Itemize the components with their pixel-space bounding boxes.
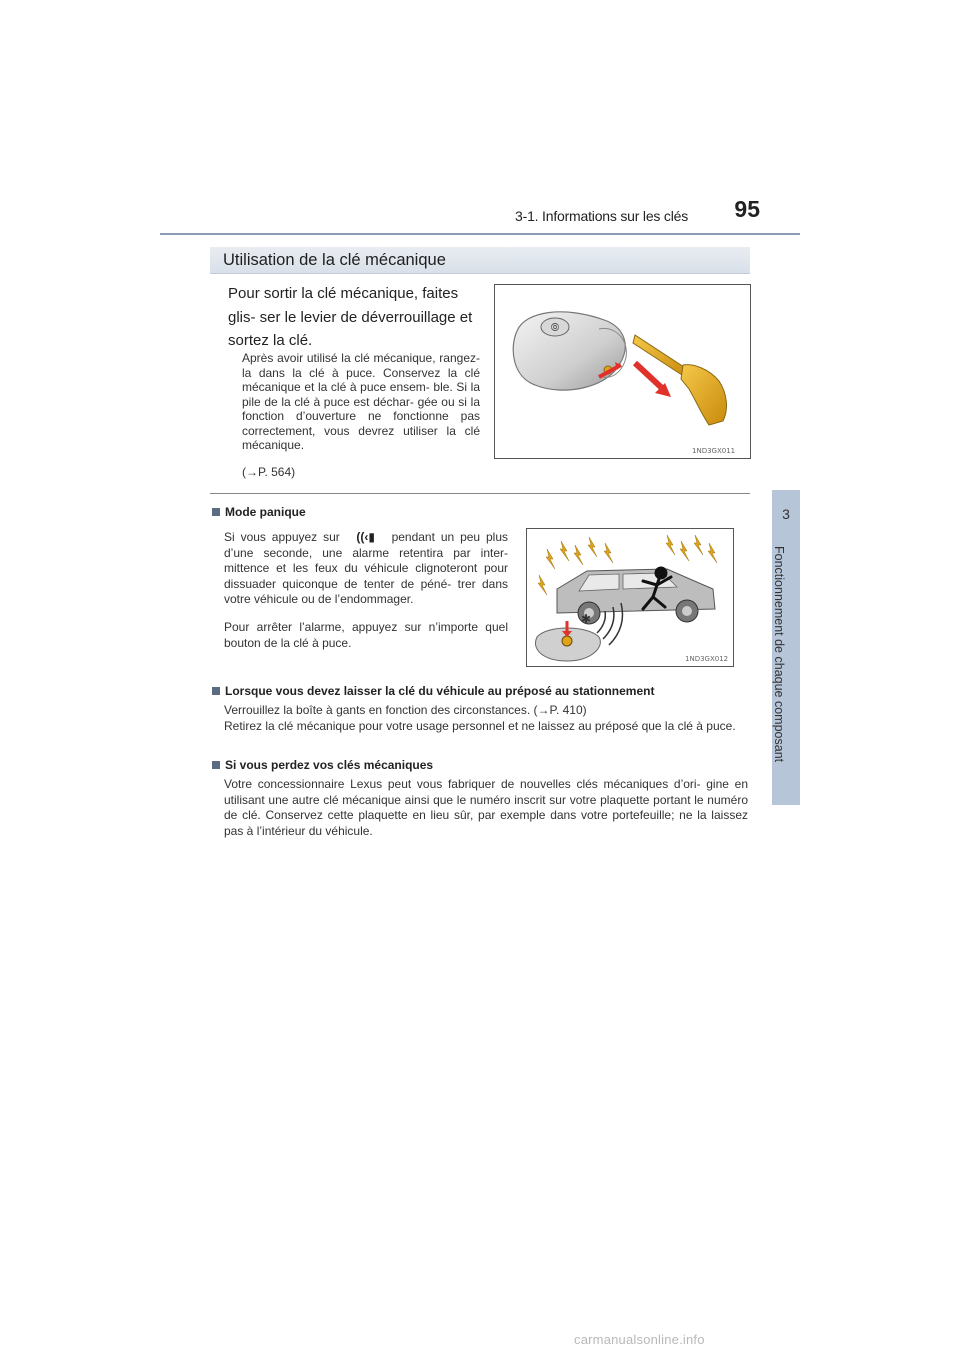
page-number: 95 xyxy=(734,196,760,222)
valet-heading: Lorsque vous devez laisser la clé du véhicule au préposé au stationnement xyxy=(212,684,654,698)
lost-keys-text: Votre concessionnaire Lexus peut vous fabriquer de nouvelles clés mécaniques d’ori- gine en utilisant une autre clé mécanique ainsi que le numéro inscrit sur votre plaquette portant le numéro de clé. Conservez cette plaquette en lieu sûr, par exemple dans votre portefeuille; ne la laissez pas à l’intérieur du véhicule. xyxy=(224,777,748,838)
panic-illustration xyxy=(527,529,733,666)
page-reference: (→P. 564) xyxy=(242,465,296,479)
watermark: carmanualsonline.info xyxy=(574,1332,705,1347)
panic-text: Si vous appuyez sur ((‹▮ pendant un peu plus d’une seconde, une alarme retentira par inter- mittence et les feux du véhicule clignoteront pour dissuader quiconque de tenter de péné- trer dans votre véhicule ou de l’endommager. xyxy=(224,530,509,606)
figure-code: 1ND3GX012 xyxy=(685,655,729,663)
figure-mechanical-key xyxy=(494,284,751,459)
chapter-number: 3 xyxy=(782,506,790,522)
intro-text: Pour sortir la clé mécanique, faites glis- ser le levier de déverrouillage et sortez la clé. xyxy=(228,285,473,349)
valet-line1: Verrouillez la boîte à gants en fonction des circonstances. (→P. 410) xyxy=(224,703,587,717)
running-header: 3-1. Informations sur les clés xyxy=(515,208,688,224)
lost-keys-heading: Si vous perdez vos clés mécaniques xyxy=(212,758,433,772)
header-rule xyxy=(160,233,800,235)
svg-text:✱: ✱ xyxy=(581,612,592,626)
section-title: Utilisation de la clé mécanique xyxy=(223,251,446,269)
key-illustration xyxy=(495,285,750,458)
figure-panic-mode xyxy=(526,528,734,667)
panic-button-icon: ((‹▮ xyxy=(356,530,375,544)
bullet-square-icon xyxy=(212,761,220,769)
bullet-square-icon xyxy=(212,687,220,695)
panic-heading: Mode panique xyxy=(212,505,306,519)
svg-text:⦾: ⦾ xyxy=(550,321,560,334)
note-text: Après avoir utilisé la clé mécanique, rangez-la dans la clé à puce. Conservez la clé mécanique et la clé à puce ensem- ble. Si la pile de la clé à puce est déchar- gée ou si la fonction d’ouverture ne fonctionne pas correctement, vous devrez utiliser la clé mécanique. xyxy=(242,351,480,452)
figure-code: 1ND3GX011 xyxy=(692,447,736,455)
valet-line2: Retirez la clé mécanique pour votre usage personnel et ne laissez au préposé que la clé à puce. xyxy=(224,719,736,733)
panic-stop-text: Pour arrêter l’alarme, appuyez sur n’importe quel bouton de la clé à puce. xyxy=(224,620,508,650)
chapter-label-text: Fonctionnement de chaque composant xyxy=(772,546,786,763)
section-divider xyxy=(210,493,750,494)
bullet-square-icon xyxy=(212,508,220,516)
